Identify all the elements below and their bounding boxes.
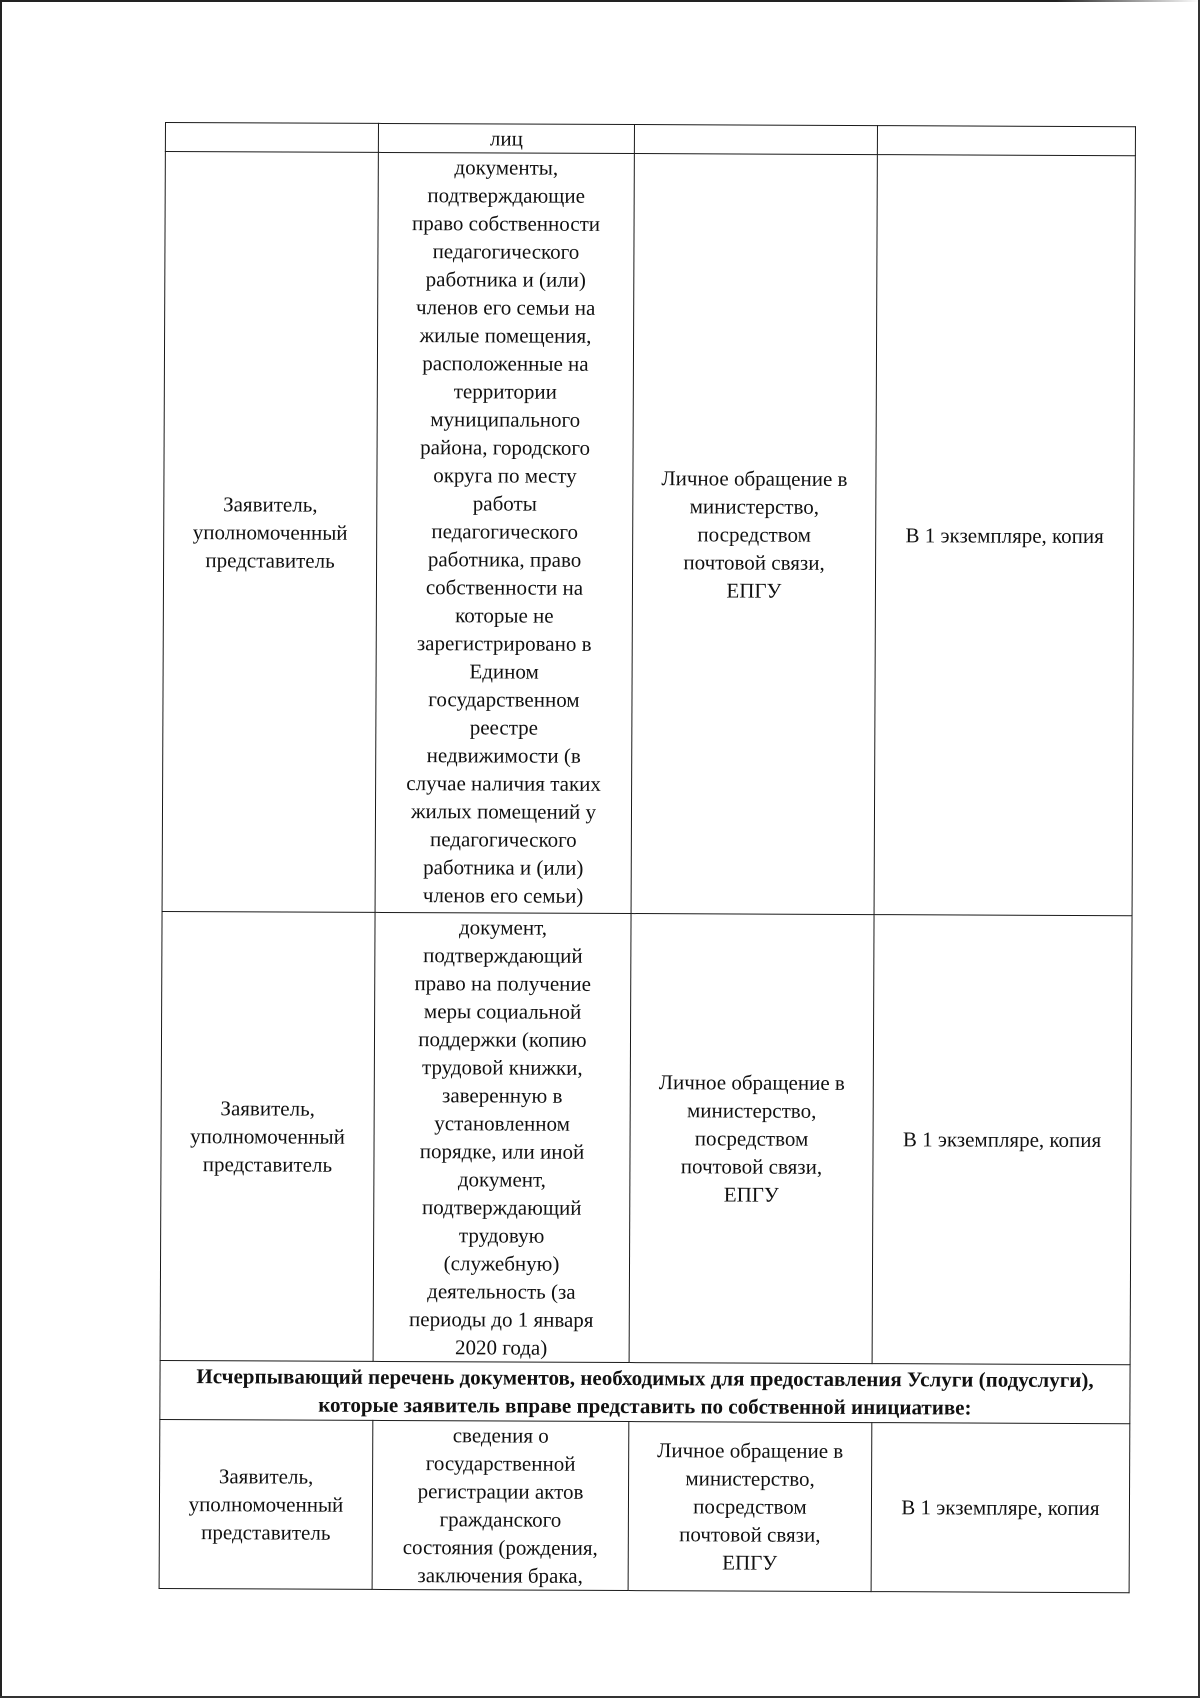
- quantity-cell: В 1 экземпляре, копия: [871, 1423, 1130, 1593]
- method-cell: Личное обращение в министерство, посредством почтовой связи, ЕПГУ: [631, 154, 877, 915]
- documents-table: [159, 122, 1136, 1593]
- applicant-cell: Заявитель, уполномоченный представитель: [162, 152, 378, 913]
- section-heading: Исчерпывающий перечень документов, необходимых для предоставления Услуги (подуслуги), которые заявитель вправе представить по собственной инициативе:: [160, 1360, 1130, 1423]
- quantity-cell: В 1 экземпляре, копия: [872, 915, 1132, 1365]
- quantity-cell: В 1 экземпляре, копия: [874, 155, 1135, 916]
- document-cell: лиц: [378, 123, 634, 153]
- method-cell: Личное обращение в министерство, посредством почтовой связи, ЕПГУ: [629, 914, 874, 1364]
- document-cell: сведения о государственной регистрации актов гражданского состояния (рождения, заключения брака,: [372, 1420, 629, 1590]
- method-cell: [634, 125, 877, 155]
- document-cell: документы, подтверждающие право собственности педагогического работника и (или) членов его семьи на жилые помещения, расположенные на территории муниципального района, городского округа по месту работы педагогического работника, право собственности на которые не зарегистрировано в Едином государственном реестре недвижимости (в случае наличия таких жилых помещений у педагогического работника и (или) членов его семьи): [375, 152, 634, 913]
- scan-edge-left: [0, 0, 2, 1698]
- table-row: [160, 911, 1132, 1364]
- section-heading-row: [160, 1360, 1130, 1423]
- method-cell: Личное обращение в министерство, посредством почтовой связи, ЕПГУ: [628, 1422, 872, 1592]
- applicant-cell: [165, 123, 378, 153]
- document-cell: документ, подтверждающий право на получение меры социальной поддержки (копию трудовой книжки, заверенную в установленном порядке, или иной документ, подтверждающий трудовую (служебную) деятельность (за периоды до 1 января 2020 года): [373, 912, 631, 1362]
- scan-edge-top: [0, 0, 1200, 2]
- applicant-cell: Заявитель, уполномоченный представитель: [159, 1419, 373, 1589]
- table-row: [165, 123, 1135, 156]
- table-row: [159, 1419, 1130, 1592]
- applicant-cell: Заявитель, уполномоченный представитель: [160, 911, 375, 1361]
- quantity-cell: [877, 126, 1135, 156]
- table-row: [162, 152, 1135, 916]
